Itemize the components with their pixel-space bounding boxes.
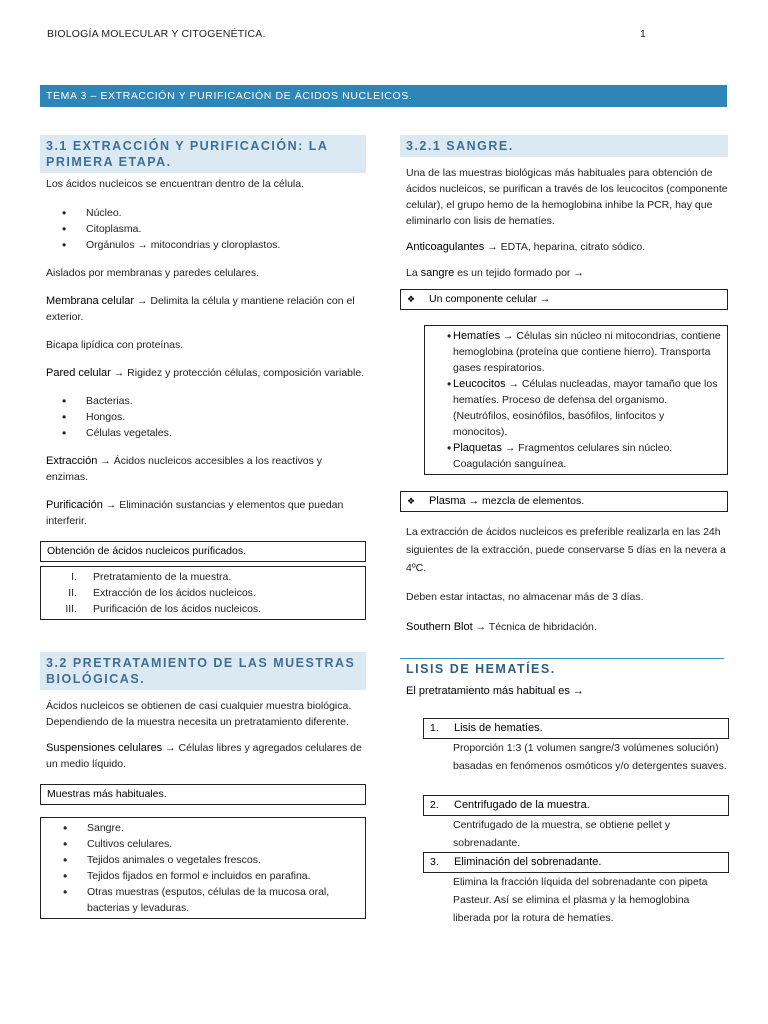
pretreatment-text: El pretratamiento más habitual es →: [406, 685, 584, 697]
term-label: Leucocitos: [453, 378, 506, 390]
diamond-bullet-icon: ❖: [407, 294, 416, 304]
purificacion-paragraph: [40, 497, 366, 529]
list-item: • Hongos.: [40, 409, 366, 425]
step-text: Extracción de los ácidos nucleicos.: [93, 587, 256, 599]
list-item: • Otras muestras (esputos, células de la mucosa oral, bacterias y levaduras.: [41, 884, 359, 916]
term-label: sangre: [420, 267, 455, 279]
definition-text: → Rigidez y protección células, composición variable.: [113, 367, 365, 379]
organism-list: [40, 393, 366, 441]
definition-text: → Fragmentos celulares sin núcleo. Coagulación sanguínea.: [453, 442, 673, 470]
anticoagulantes-paragraph: [400, 239, 728, 255]
document-header-title: BIOLOGÍA MOLECULAR Y CITOGENÉTICA.: [47, 28, 266, 40]
list-item: • Núcleo.: [40, 205, 366, 221]
isolation-text: Aislados por membranas y paredes celulares.: [46, 267, 260, 279]
step-title: Eliminación del sobrenadante.: [454, 856, 602, 868]
step-2-box: [423, 795, 729, 816]
term-label: Extracción: [46, 455, 98, 467]
step-number: 3.: [430, 856, 439, 868]
cells-list: [425, 328, 721, 472]
muestras-box: Muestras más habituales.: [40, 784, 366, 805]
term-label: Purificación: [46, 499, 103, 511]
list-item: • Sangre.: [41, 820, 359, 836]
step-1-text: Proporción 1:3 (1 volumen sangre/3 volúmenes solución) basadas en fenómenos osmóticos y/o detergentes suaves.: [453, 742, 727, 772]
lysis-steps: [423, 718, 729, 927]
cellular-component-box: [400, 289, 728, 310]
steps-list: [40, 566, 366, 620]
intro-text: Los ácidos nucleicos se encuentran dentro de la célula.: [46, 178, 304, 190]
list-item: [41, 585, 365, 601]
samples-list: [40, 817, 366, 919]
list-item: [41, 569, 365, 585]
term-label: Anticoagulantes: [406, 241, 485, 253]
definition-text: → Delimita la célula y mantiene relación con el exterior.: [46, 295, 355, 323]
right-column: [400, 135, 728, 635]
blood-intro: Una de las muestras biológicas más habituales para obtención de ácidos nucleicos, se purifican a través de los leucocitos (componente celular), el grupo hemo de la hemoglobina inhibe la PCR, hay que eliminarlo con lisis de hematíes.: [406, 167, 728, 227]
left-column-lower: [40, 652, 366, 919]
topic-banner: TEMA 3 – EXTRACCIÓN Y PURIFICACIÓN DE ÁCIDOS NUCLEICOS.: [40, 85, 727, 107]
lysis-heading: LISIS DE HEMATÍES.: [400, 658, 724, 679]
definition-text: → Células nucleadas, mayor tamaño que los hematíes. Proceso de defensa del organismo. (Neutrófilos, eosinófilos, basófilos, linfocitos y monocitos).: [453, 378, 718, 438]
term-label: Suspensiones celulares: [46, 742, 163, 754]
text-fragment: es un tejido formado por →: [454, 267, 584, 279]
extraction-timing-text: La extracción de ácidos nucleicos es preferible realizarla en las 24h siguientes de la extracción, puede conservarse 5 días en la nevera a 4ºC.: [406, 526, 726, 574]
list-item: [41, 601, 365, 617]
left-column: [40, 135, 366, 620]
list-item: • Células vegetales.: [40, 425, 366, 441]
lysis-section: [400, 658, 724, 699]
step-text: Purificación de los ácidos nucleicos.: [93, 603, 262, 615]
cells-box: [424, 325, 728, 475]
suspensiones-paragraph: [40, 740, 366, 772]
southern-paragraph: [400, 619, 728, 635]
step-number: I.: [71, 571, 77, 583]
definition-text: → EDTA, heparina, citrato sódico.: [487, 241, 646, 253]
term-label: Southern Blot: [406, 621, 473, 633]
term-label: Plaquetas: [453, 442, 502, 454]
obtencion-box: Obtención de ácidos nucleicos purificados.: [40, 541, 366, 562]
list-item: • Tejidos animales o vegetales frescos.: [41, 852, 359, 868]
plasma-box: [400, 491, 728, 512]
definition-text: → Eliminación sustancias y elementos que puedan interferir.: [46, 499, 344, 527]
section-3-2-heading: 3.2 PRETRATAMIENTO DE LAS MUESTRAS BIOLÓGICAS.: [40, 652, 366, 690]
step-3-text: Elimina la fracción líquida del sobrenadante con pipeta Pasteur. Así se elimina el plasma y la hemoglobina liberada por la rotura de hematíes.: [453, 876, 708, 924]
term-label: Pared celular: [46, 367, 111, 379]
step-number: III.: [65, 603, 77, 615]
step-number: II.: [68, 587, 77, 599]
step-number: 2.: [430, 799, 439, 811]
definition-text: → Técnica de hibridación.: [475, 621, 597, 633]
bilayer-text: Bicapa lipídica con proteínas.: [46, 339, 184, 351]
step-title: Lisis de hematíes.: [454, 722, 543, 734]
membrana-paragraph: [40, 293, 366, 325]
diamond-bullet-icon: ❖: [407, 496, 416, 506]
definition-text: → Células sin núcleo ni mitocondrias, contiene hemoglobina (proteína que contiene hierro). Transporta gases respiratorios.: [453, 330, 721, 374]
term-label: Membrana celular: [46, 295, 135, 307]
section-3-2-1-heading: 3.2.1 SANGRE.: [400, 135, 728, 157]
text-fragment: La: [406, 267, 421, 279]
step-3-box: [423, 852, 729, 873]
step-2-text: Centrifugado de la muestra, se obtiene pellet y sobrenadante.: [453, 819, 671, 849]
section-3-1-heading: 3.1 EXTRACCIÓN Y PURIFICACIÓN: LA PRIMERA ETAPA.: [40, 135, 366, 173]
extraccion-paragraph: [40, 453, 366, 485]
step-1-box: [423, 718, 729, 739]
list-item: • Orgánulos → mitocondrias y cloroplastos.: [40, 237, 366, 253]
step-title: Centrifugado de la muestra.: [454, 799, 590, 811]
step-text: Pretratamiento de la muestra.: [93, 571, 232, 583]
pretreatment-intro: Ácidos nucleicos se obtienen de casi cualquier muestra biológica. Dependiendo de la muestra necesita un pretratamiento diferente.: [46, 700, 352, 728]
list-item: [425, 328, 721, 376]
list-item: • Citoplasma.: [40, 221, 366, 237]
list-item: [425, 376, 721, 440]
term-label: Hematíes: [453, 330, 501, 342]
term-label: Plasma: [429, 495, 466, 507]
box-label: Un componente celular →: [429, 293, 551, 305]
list-item: • Cultivos celulares.: [41, 836, 359, 852]
list-item: • Bacterias.: [40, 393, 366, 409]
definition-text: → Ácidos nucleicos accesibles a los reactivos y enzimas.: [46, 455, 323, 483]
location-list: [40, 205, 366, 253]
pared-paragraph: [40, 365, 366, 381]
storage-text: Deben estar intactas, no almacenar más de 3 días.: [406, 591, 644, 603]
step-number: 1.: [430, 722, 439, 734]
list-item: [425, 440, 721, 472]
definition-text: → Células libres y agregados celulares de un medio líquido.: [46, 742, 362, 770]
blood-composition-text: [400, 265, 728, 281]
page-number: 1: [640, 28, 646, 40]
list-item: • Tejidos fijados en formol e incluidos en parafina.: [41, 868, 359, 884]
definition-text: → mezcla de elementos.: [468, 495, 585, 507]
